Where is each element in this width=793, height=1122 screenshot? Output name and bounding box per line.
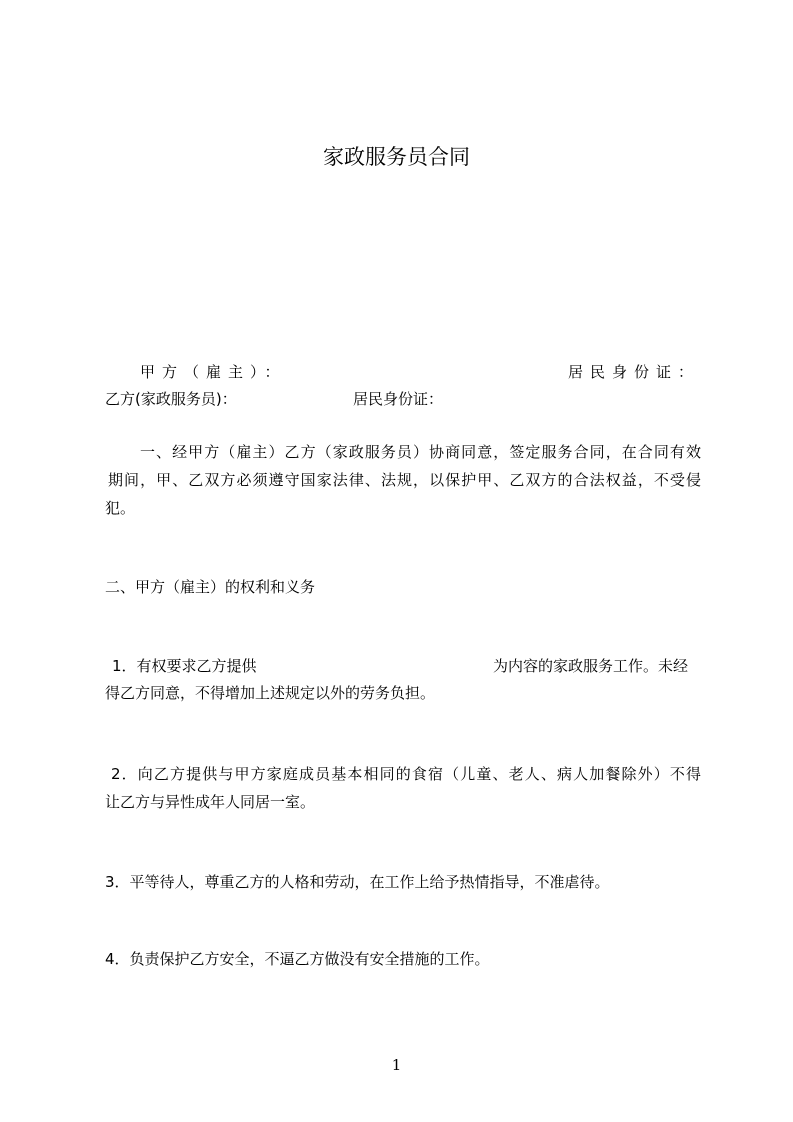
party-b-id-label: 居民身份证：: [353, 390, 444, 408]
party-a-label: 甲方（雇主）：: [140, 363, 287, 381]
page-number: 1: [391, 1056, 402, 1074]
section1-line2: 期间，甲、乙双方必须遵守国家法律、法规，以保护甲、乙双方的合法权益，不受侵: [108, 471, 701, 489]
item3: 3．平等待人，尊重乙方的人格和劳动，在工作上给予热情指导，不准虐待。: [105, 873, 610, 891]
section1-line1: 一、经甲方（雇主）乙方（家政服务员）协商同意，签定服务合同，在合同有效: [140, 443, 701, 461]
document-title: 家政服务员合同: [323, 145, 470, 169]
item4: 4．负责保护乙方安全，不逼乙方做没有安全措施的工作。: [105, 950, 490, 968]
party-b-label: 乙方(家政服务员)：: [105, 390, 237, 408]
party-a-id-label: 居民身份证：: [568, 363, 701, 381]
item1-end: 为内容的家政服务工作。未经: [493, 657, 689, 675]
section2-heading: 二、甲方（雇主）的权利和义务: [105, 578, 316, 596]
item1-start: 1．有权要求乙方提供: [112, 657, 257, 675]
item1-line2: 得乙方同意，不得增加上述规定以外的劳务负担。: [105, 684, 436, 702]
item2-line1: 2．向乙方提供与甲方家庭成员基本相同的食宿（儿童、老人、病人加餐除外）不得: [111, 765, 701, 783]
section1-line3: 犯。: [105, 499, 136, 517]
item2-line2: 让乙方与异性成年人同居一室。: [105, 793, 316, 811]
